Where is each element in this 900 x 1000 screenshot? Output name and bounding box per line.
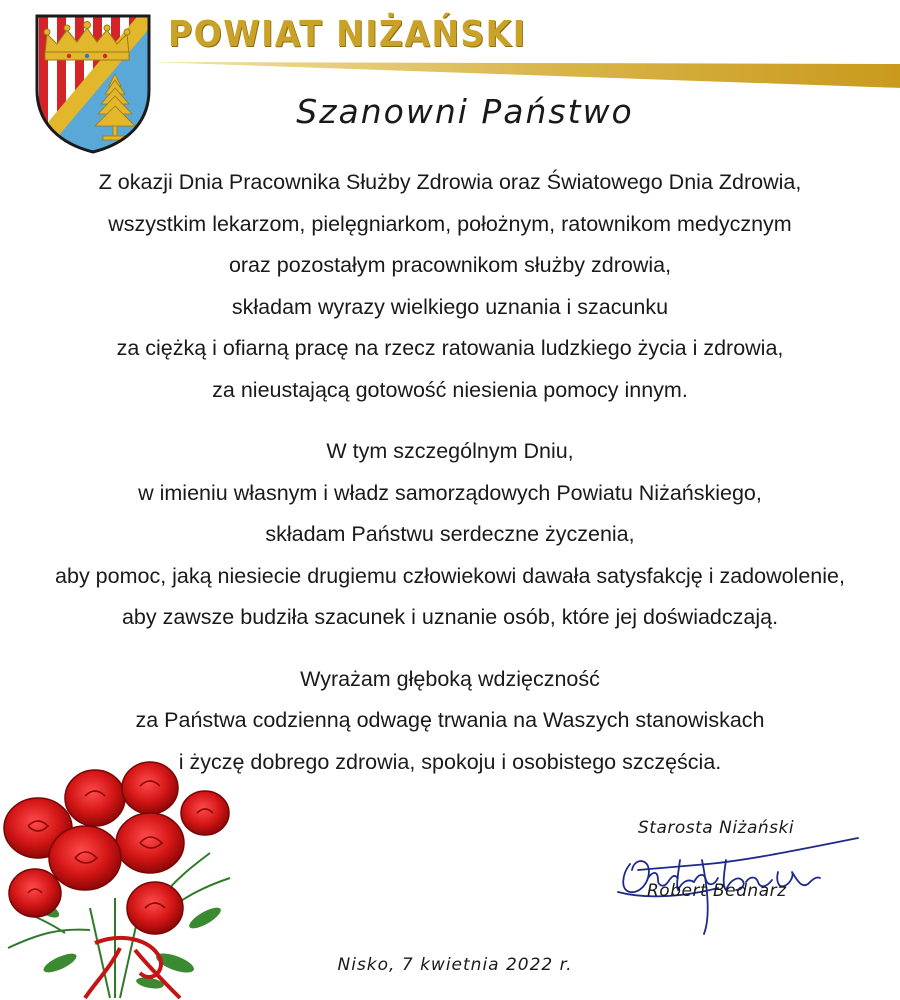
text-line: aby pomoc, jaką niesiecie drugiemu człowiekowi dawała satysfakcję i zadowolenie, (55, 563, 845, 588)
text-line: oraz pozostałym pracownikom służby zdrowia, (228, 253, 672, 277)
paragraph-2 (0, 431, 900, 639)
text-line: Z okazji Dnia Pracownika Służby Zdrowia oraz Światowego Dnia Zdrowia, (98, 170, 802, 194)
text-line: za ciężką i ofiarną pracę na rzecz ratowania ludzkiego życia i zdrowia, (116, 336, 784, 360)
header-title: POWIAT NIŻAŃSKI (168, 14, 527, 55)
text-line: w imieniu własnym i władz samorządowych Powiatu Niżańskiego, (138, 480, 762, 505)
header-gold-line (150, 58, 900, 88)
text-line: za Państwa codzienną odwagę trwania na Waszych stanowiskach (135, 708, 765, 732)
text-line: składam Państwu serdeczne życzenia, (265, 522, 635, 546)
greeting: Szanowni Państwo (296, 92, 634, 131)
letter-body (0, 162, 900, 803)
text-line: Wyrażam głęboką wdzięczność (300, 666, 600, 691)
text-line: wszystkim lekarzom, pielęgniarkom, położnym, ratownikom medycznym (108, 211, 792, 236)
text-line: aby zawsze budziła szacunek i uznanie osób, które jej doświadczają. (121, 605, 779, 629)
text-line: za nieustającą gotowość niesienia pomocy innym. (212, 377, 688, 402)
text-line: i życzę dobrego zdrowia, spokoju i osobistego szczęścia. (178, 749, 722, 774)
text-line: składam wyrazy wielkiego uznania i szacunku (231, 294, 669, 319)
signature-name: Robert Bednarz (647, 881, 787, 901)
signature-title: Starosta Niżański (638, 818, 795, 838)
place-date: Nisko, 7 kwietnia 2022 r. (337, 955, 573, 975)
text-line: W tym szczególnym Dniu, (326, 439, 574, 463)
paragraph-1 (0, 162, 900, 411)
coat-of-arms-icon (33, 12, 153, 154)
